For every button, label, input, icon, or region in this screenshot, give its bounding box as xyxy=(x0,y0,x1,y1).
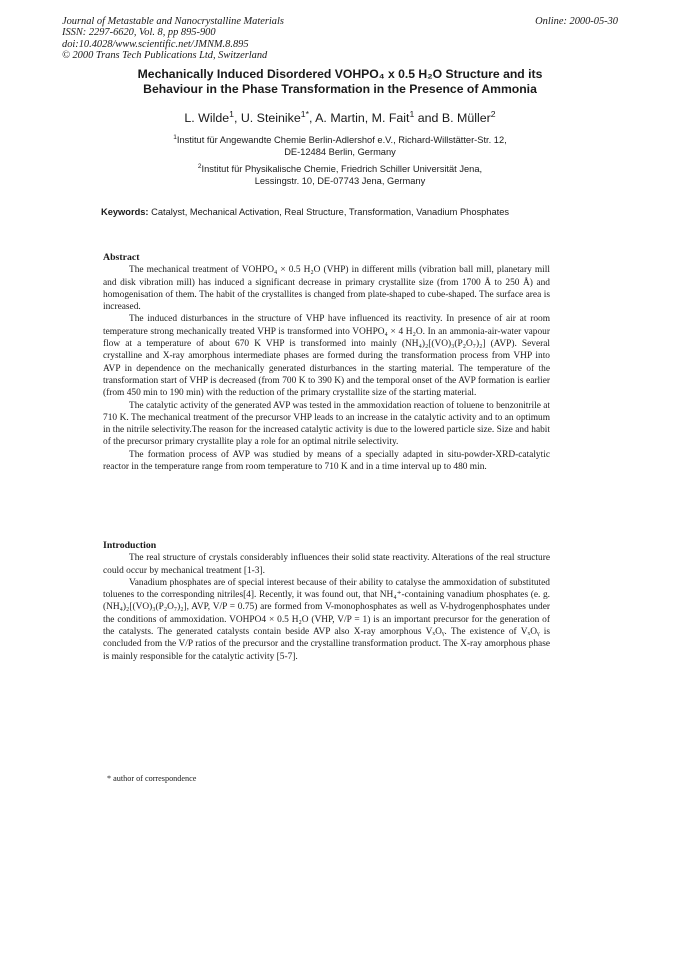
affiliation-1 xyxy=(62,135,618,158)
abstract-paragraph: The induced disturbances in the structure of VHP have influenced its reactivity. In presence of air at room temperature strong mechanically treated VHP is transformed into VOHPO₄ × 4 H₂O. In an ammonia-air-water vapour flow at a temperature of about 670 K VHP is transformed into mainly (NH₄)₂[(VO)₃(P₂O₇)₂] (AVP). Several crystalline and X-ray amorphous intermediate phases are formed during the transformation process from VHP into AVP in dependence on the mechanically generated disturbances in the starting material. The temperature of the transformation start of VHP is decreased (from 700 K to 390 K) and the temporal onset of the AVP formation is earlier (from 450 min to 190 min) with the reduction of the primary crystallite size of the starting material. xyxy=(103,314,550,399)
affiliation-2-line-2: Lessingstr. 10, DE-07743 Jena, Germany xyxy=(254,175,426,186)
copyright-line: © 2000 Trans Tech Publications Ltd, Switzerland xyxy=(62,50,268,62)
author-1: L. Wilde xyxy=(184,111,230,125)
author-2-affiliation-mark: 1* xyxy=(300,108,309,119)
keywords-label: Keywords: xyxy=(101,207,149,217)
author-1-affiliation-mark: 1 xyxy=(229,108,234,119)
abstract-section xyxy=(103,252,550,473)
journal-header xyxy=(62,16,618,62)
introduction-paragraph: Vanadium phosphates are of special interest because of their ability to catalyse the ammoxidation of substituted toluenes to the corresponding nitriles[4]. Recently, it was found out, that NH₄⁺-containing vanadium phosphates (e. g. (NH₄)₂[(VO)₃(P₂O₇)₂], AVP, V/P = 0.75) are formed from V-monophosphates as well as V-hydrogenphosphates under the conditions of ammoxidation. VOHPO4 × 0.5 H₂O (VHP, V/P = 1) is an important precursor for the generation of the catalysts. The generated catalysts contain beside AVP also X-ray amorphous VₓOᵧ. The existence of VₓOᵧ is concluded from the V/P ratios of the precursor and the crystalline transformation product. The X-ray amorphous phase is mainly responsible for the catalytic activity [5-7]. xyxy=(103,577,550,662)
author-3-4: , A. Martin, M. Fait xyxy=(308,111,410,125)
affiliation-2 xyxy=(62,164,618,187)
paper-title xyxy=(62,67,618,97)
author-list xyxy=(62,108,618,126)
abstract-paragraph: The formation process of AVP was studied by means of a specially adapted in situ-powder-XRD-catalytic reactor in the temperature range from room temperature to 710 K and in a time interval up to 480 min. xyxy=(103,449,550,473)
author-5: and B. Müller xyxy=(414,111,491,125)
doi-line: doi:10.4028/www.scientific.net/JMNM.8.895 xyxy=(62,38,249,50)
affiliation-2-line-1: Institut für Physikalische Chemie, Friedrich Schiller Universität Jena, xyxy=(201,164,483,174)
author-4-affiliation-mark: 1 xyxy=(409,108,415,119)
keywords xyxy=(101,207,561,219)
abstract-paragraph: The mechanical treatment of VOHPO₄ × 0.5 H₂O (VHP) in different mills (vibration ball mill, planetary mill and disk vibration mill) has induced a significant decrease in primary crystallite size (from 1700 Å to 250 Å) and homogenisation of them. The habit of the crystallites is changed from plate-shaped to cube-shaped. The surface area is increased. xyxy=(103,265,550,313)
introduction-heading: Introduction xyxy=(103,540,157,551)
issn-line: ISSN: 2297-6620, Vol. 8, pp 895-900 xyxy=(62,27,216,39)
introduction-section xyxy=(103,540,550,663)
affiliation-1-mark: 1 xyxy=(173,133,177,141)
affiliation-2-mark: 2 xyxy=(197,162,202,170)
footnote: * author of correspondence xyxy=(107,774,197,783)
online-date: Online: 2000-05-30 xyxy=(535,16,618,27)
abstract-heading: Abstract xyxy=(103,252,140,263)
introduction-paragraph: The real structure of crystals considerably influences their solid state reactivity. Alterations of the real structure could occur by mechanical treatment [1-3]. xyxy=(103,553,550,576)
author-5-affiliation-mark: 2 xyxy=(490,108,496,119)
title-line-2: Behaviour in the Phase Transformation in the Presence of Ammonia xyxy=(143,82,537,96)
title-line-1: Mechanically Induced Disordered VOHPO₄ x 0.5 H₂O Structure and its xyxy=(137,67,543,81)
affiliation-1-line-2: DE-12484 Berlin, Germany xyxy=(284,146,396,157)
journal-name: Journal of Metastable and Nanocrystalline Materials xyxy=(62,16,284,27)
author-2: , U. Steinike xyxy=(233,111,301,125)
abstract-paragraph: The catalytic activity of the generated AVP was tested in the ammoxidation reaction of toluene to benzonitrile at 710 K. The mechanical treatment of the precursor VHP leads to an increase in the catalytic activity and to an optimum in the nitrile selectivity.The reason for the increased catalytic activity is due to the lowered particle size. Size and habit of the precursor primary crystallite play a role for an optimal nitrile selectivity. xyxy=(103,400,550,448)
affiliation-1-line-1: Institut für Angewandte Chemie Berlin-Adlershof e.V., Richard-Willstätter-Str. 12, xyxy=(176,135,507,145)
keywords-text: Catalyst, Mechanical Activation, Real Structure, Transformation, Vanadium Phosphates xyxy=(148,207,510,217)
